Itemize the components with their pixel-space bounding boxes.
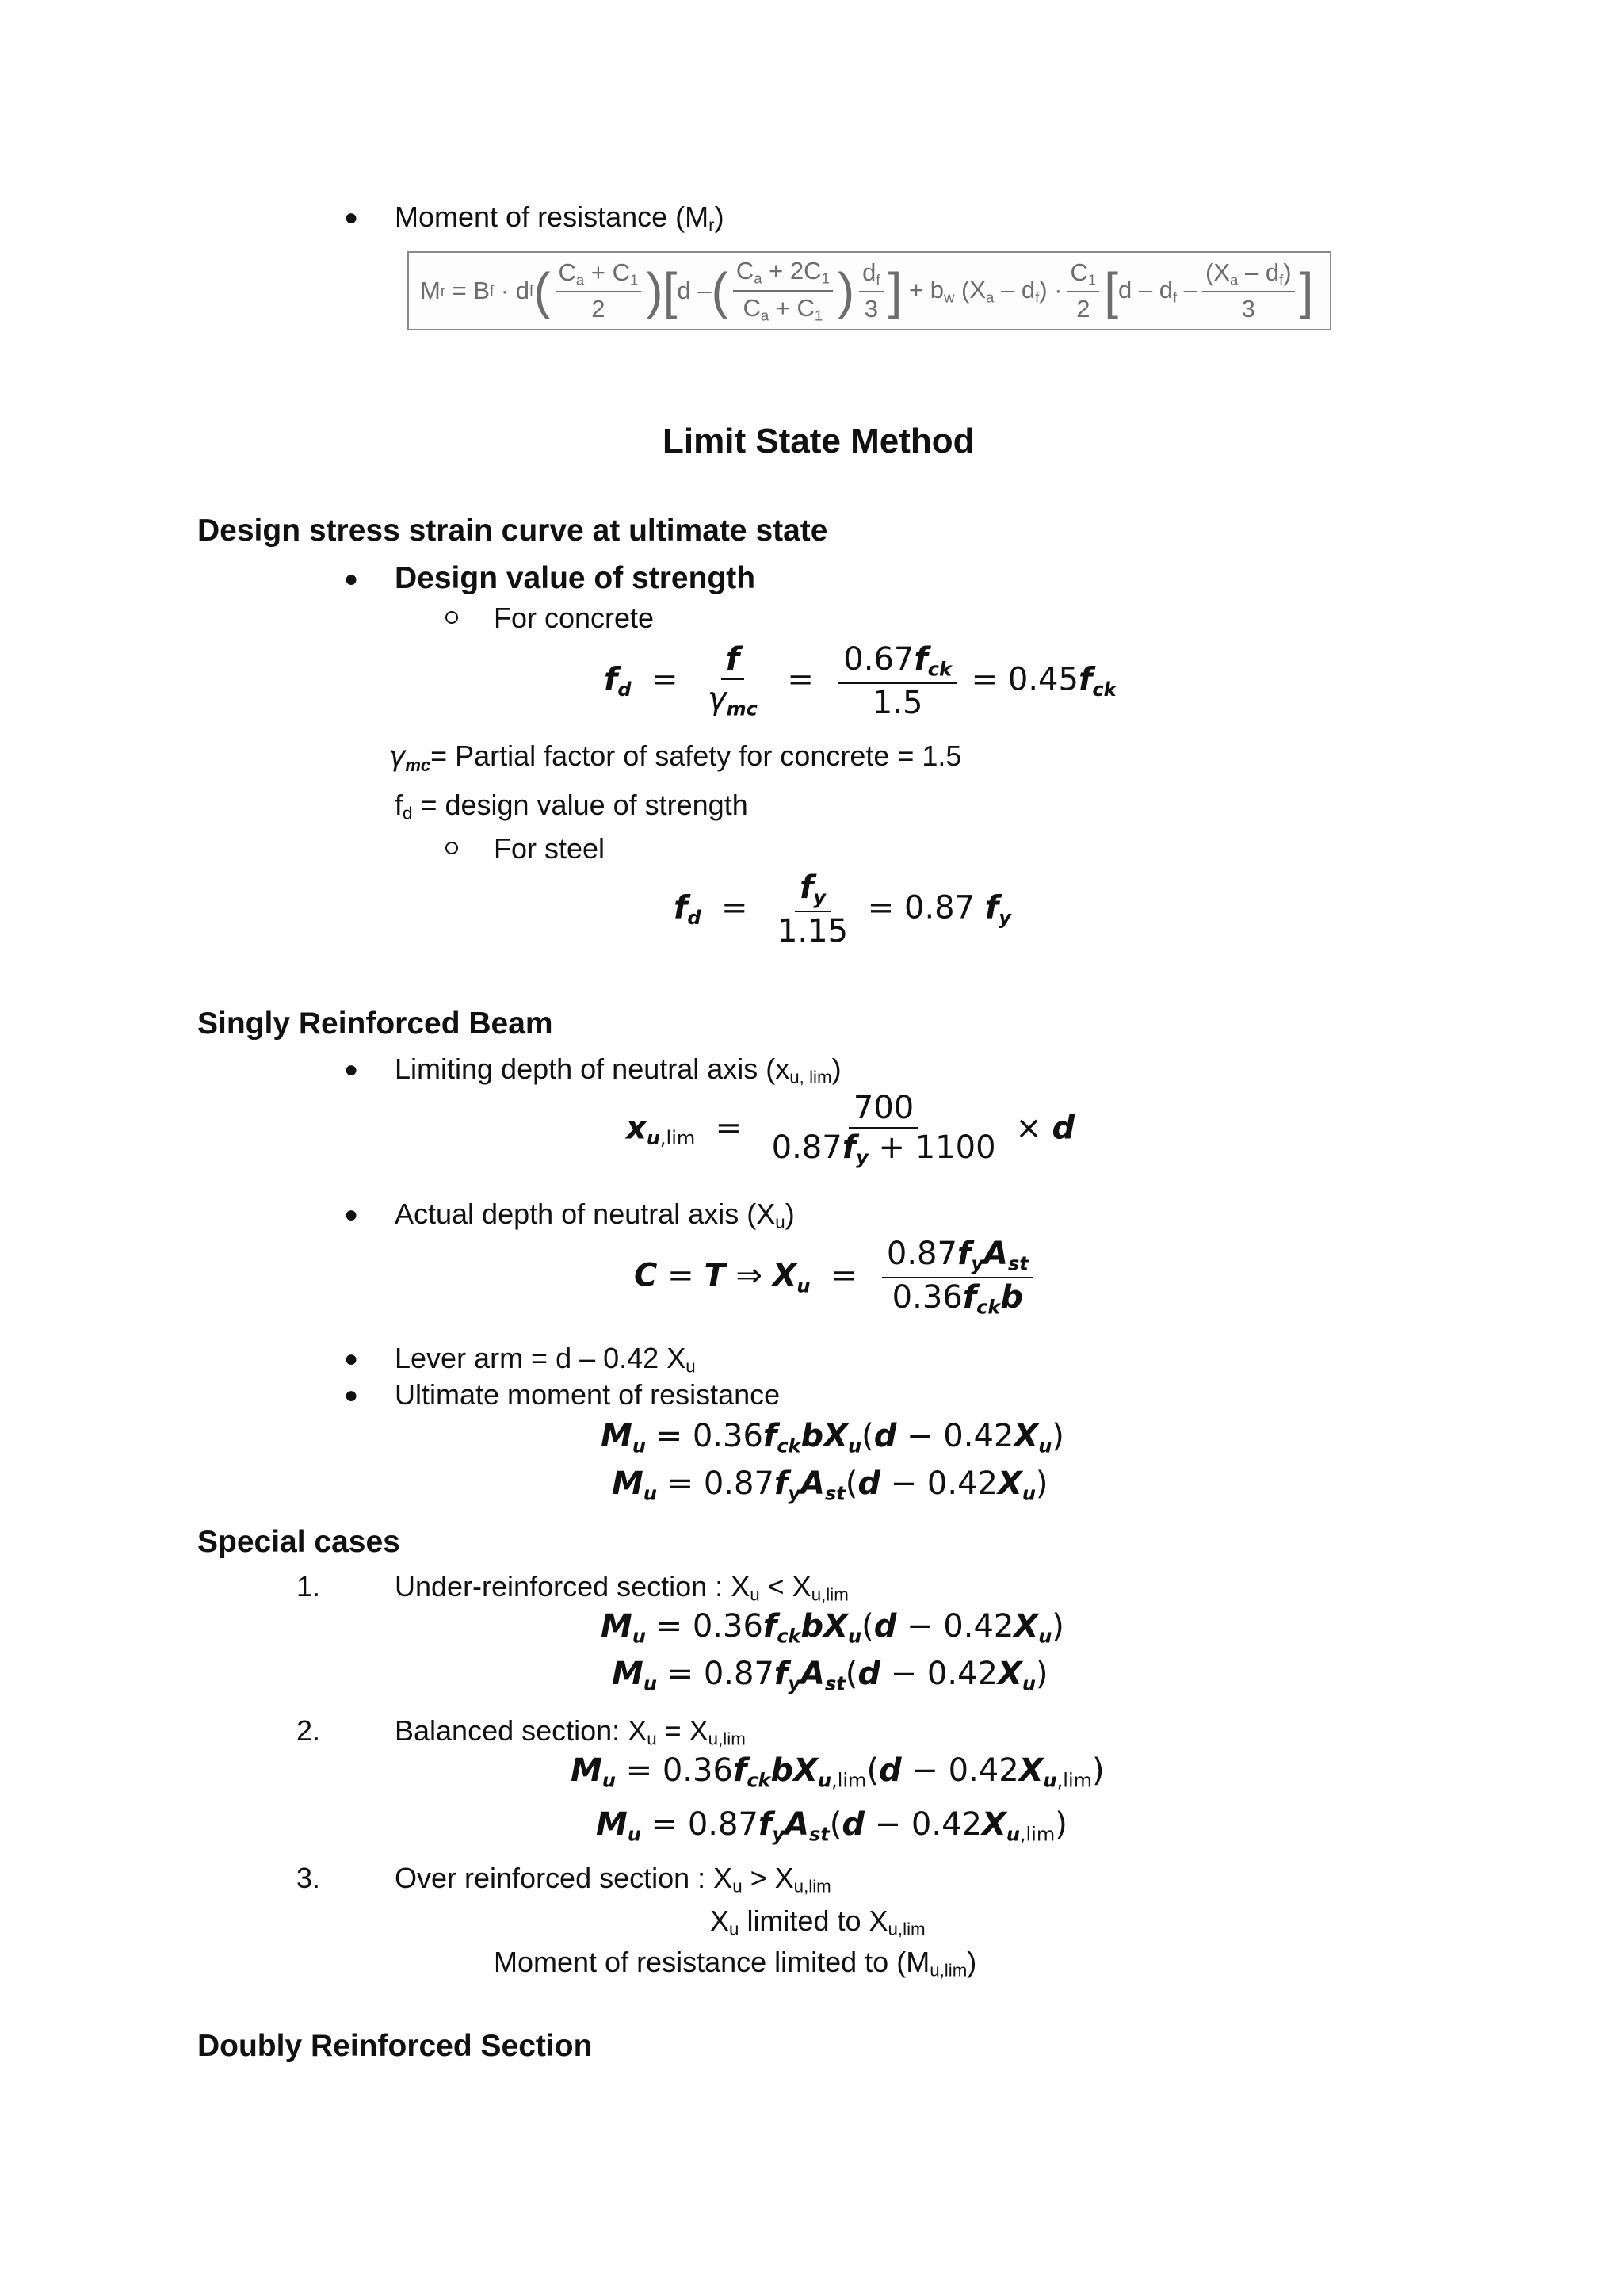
special-case-number-1: 1. (296, 1570, 321, 1603)
for-concrete-label: For concrete (494, 602, 655, 634)
page-title: Limit State Method (663, 422, 975, 460)
section-heading-special-cases: Special cases (197, 1525, 400, 1559)
special-case-label-balanced: Balanced section: $X_u = X_{u,lim}$ (395, 1714, 746, 1749)
fd-definition: $f_d$ = design value of strength (395, 789, 748, 823)
sub-bullet-circle (445, 611, 458, 624)
limiting-depth-label: Limiting depth of neutral axis $(x_{u, lim})$ (395, 1052, 842, 1087)
bullet-dot: ● (344, 1056, 359, 1083)
design-value-heading: Design value of strength (395, 561, 756, 595)
moment-limited-note: Moment of resistance limited to $(M_{u,lim})$ (494, 1946, 977, 1981)
equation-mu-steel: Mu = 0.87fyAst(d − 0.42Xu) (612, 1465, 1048, 1505)
section-heading-singly: Singly Reinforced Beam (197, 1007, 553, 1041)
equation-balanced-mu-concrete: Mu = 0.36fckbXu,lim(d − 0.42Xu,lim) (571, 1752, 1105, 1792)
special-case-label-over: Over reinforced section : $X_u > X_{u,lim}$ (395, 1862, 831, 1897)
actual-depth-label: Actual depth of neutral axis $(X_u)$ (395, 1198, 795, 1232)
bullet-dot: ● (344, 1346, 359, 1372)
bullet-dot: ● (344, 1201, 359, 1228)
equation-under-mu-concrete: Mu = 0.36fckbXu(d − 0.42Xu) (601, 1608, 1064, 1648)
moment-resistance-label: Moment of resistance $(M_r)$ (395, 201, 724, 235)
equation-under-mu-steel: Mu = 0.87fyAst(d − 0.42Xu) (612, 1656, 1048, 1695)
section-heading-doubly: Doubly Reinforced Section (197, 2029, 593, 2063)
sub-bullet-circle (445, 842, 458, 854)
equation-balanced-mu-steel: Mu = 0.87fyAst(d − 0.42Xu,lim) (596, 1806, 1067, 1846)
equation-steel-fd: fd = $\frac{fy}{1.15}$ = 0.87 fy (674, 869, 1011, 949)
bullet-dot: ● (344, 1382, 359, 1408)
moment-resistance-formula-image: M r = B f · d f ( $\frac{Ca + C1}{2}$ ) [ d – ( $\frac{Ca + 2C1}{Ca + C1}$ ) $\frac{df}{3}$ ] + bw (Xa – df) · $\frac{C1}{2}$ [ d – df – $\frac{(Xa - df)}{3}$ ] (407, 251, 1331, 330)
bullet-dot: ● (344, 204, 359, 231)
lever-arm-label: Lever arm = d – 0.42 $X_u$ (395, 1342, 696, 1377)
ultimate-moment-label: Ultimate moment of resistance (395, 1378, 781, 1411)
xu-limited-note: $X_u$ limited to $X_{u,lim}$ (710, 1904, 926, 1939)
equation-xu: C = T ⇒ Xu = $\frac{\text{0.87fyAst}}{\text{0.36fckb}}$ (634, 1238, 1038, 1316)
gamma-mc-definition: γmc= Partial factor of safety for concrete = 1.5 (388, 739, 962, 776)
for-steel-label: For steel (494, 832, 605, 865)
bullet-dot: ● (344, 566, 359, 592)
special-case-number-2: 2. (296, 1714, 321, 1747)
section-heading-design-curve: Design stress strain curve at ultimate state (197, 514, 828, 548)
special-case-label-under: Under-reinforced section : $X_u < X_{u,lim}$ (395, 1570, 849, 1605)
equation-mu-concrete: Mu = 0.36fckbXu(d − 0.42Xu) (601, 1418, 1064, 1457)
special-case-number-3: 3. (296, 1862, 321, 1894)
equation-xu-lim: xu,lim = $\frac{700}{0.87fy + 1100}$ × d (626, 1090, 1075, 1169)
equation-concrete-fd: fd = $\frac{f}{\text{γmc}}$ = $\frac{\text{0.67fck}}{1.5}$ = 0.45fck (604, 641, 1117, 721)
